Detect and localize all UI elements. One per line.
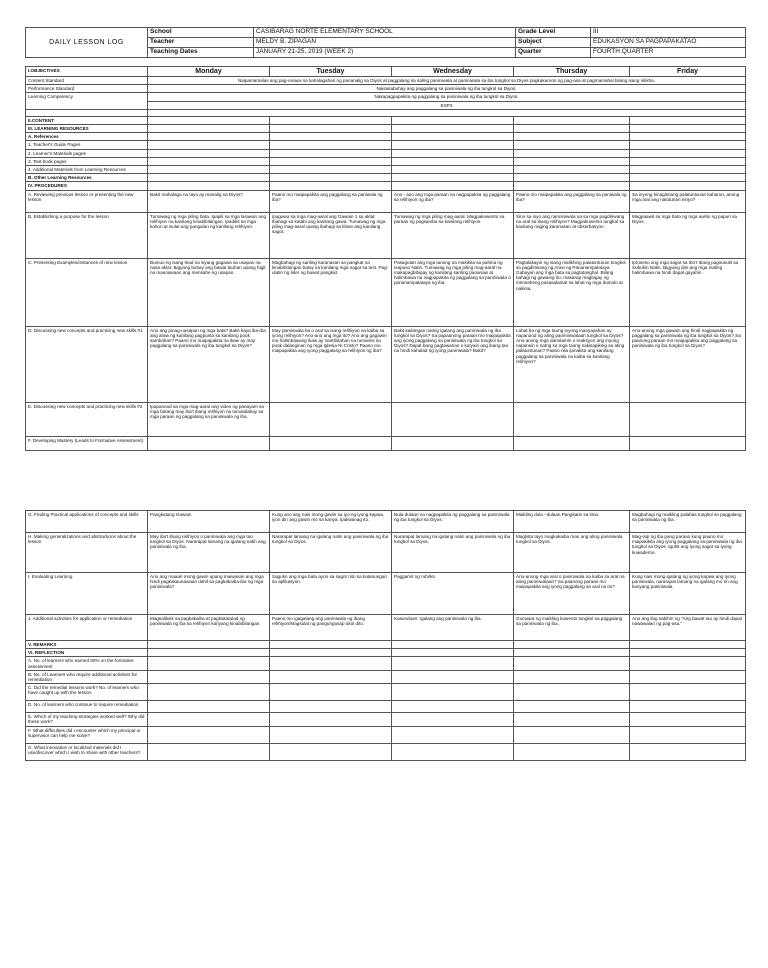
guide-pages-label: 1. Teacher's Guide Pages	[26, 141, 148, 149]
table-row	[26, 641, 746, 649]
table-row	[26, 657, 746, 670]
reflection-e-label: E. Which of my teaching strategies worked well? Why did these work?	[26, 713, 148, 726]
objectives-heading: I.OBJECTIVES	[26, 67, 148, 77]
dates-value: JANUARY 21-25, 2019 (WEEK 2)	[254, 48, 516, 58]
table-row	[26, 93, 746, 101]
table-row	[26, 511, 746, 533]
cell-h-friday: Mag-isip ng iba pang paraan kung paano mo maipakikita ang iyong paggalang sa paniniwala ng iba tungkol sa Diyos. Iguhit ang iyong sagot sa iyong kuwaderno.	[630, 533, 746, 573]
teacher-value: MELDY B. ZIPAGAN	[254, 38, 516, 48]
cell-d-monday: Ano ang pinag-uusapan ng mga bata? Bakit kaya iba-iba ang araw ng kanilang pagpunta sa kanilang pook sambahan? Paano mo maipapakita na ikaw ay may paggalang sa paniniwala ng iba tungkol sa Diyos?	[148, 326, 270, 402]
additional-materials-label: 4. Additional Materials from Learning Resources	[26, 166, 148, 174]
cell-g-thursday: Maikling dula –dulaan.Pangkatin sa lima.	[514, 511, 630, 533]
table-row	[26, 649, 746, 657]
performance-standard-label: Performance Standard	[26, 85, 148, 93]
cell-e-monday: Ipapanood sa mga mag-aaral ang video ng panayam sa mga batang may iba't ibang relihiyon na tumatalakay sa mga paraan ng paggalang sa paniniwala ng iba.	[148, 402, 270, 436]
table-row	[26, 573, 746, 615]
procedure-i-label: I. Evaluating Learning	[26, 573, 148, 615]
cell-c-thursday: Pagtalakayin ng isang malikhing palatuntunan tungkol sa pagdiriwang ng Araw ng Pananampalataya. Gabayan ang mga bata sa pagtatanghal. Bilang bahagi ng gawaing ito, masarap magbigay ng mensaheng pasasalamat sa lahat ng mga dumalo at nakiisa.	[514, 258, 630, 326]
cell-g-wednesday: Bula-dulaan na nagpapakita ng paggalang sa paniniwala ng iba tungkol sa Diyos.	[392, 511, 514, 533]
table-row	[26, 258, 746, 326]
table-row	[26, 436, 746, 450]
day-friday: Friday	[630, 67, 746, 77]
cell-j-friday: Ano ang ibig sabihin ng "Ang bawat tao ay hindi dapat nawawalan ng pag-asa."	[630, 615, 746, 641]
cell-d-thursday: Lahat ba ng mga taong inyong inanyayahan ay napanuod ng ating panininiwalaan tungkol sa Diyos? Ano-anong mga damdamin o reaksyon ang inyong napansin o natrig sa mga taong nakisapiking sa ating palatuntunan? Paano nila ipinakita ang kanilang paggalang sa paniniwala na kaiba sa kanilang relihiyon?	[514, 326, 630, 402]
table-row	[26, 713, 746, 726]
other-resources-label: B. Other Learning Resources	[26, 174, 148, 182]
cell-j-wednesday: Kasunduan: Igalang ang paniniwala ng iba.	[392, 615, 514, 641]
cell-h-tuesday: Nararapat lamang na igalang natin ang paniniwala ng iba tungkol sa Diyos.	[270, 533, 392, 573]
table-row	[26, 141, 746, 149]
cell-b-thursday: Sino sa inyo ang nanniniwala na sa mga pagdiriwang na aral sa ibang relihiyon? Magpakuwento tungkol sa kanilang naging karanasan at obserbasyon.	[514, 212, 630, 258]
content-heading: II.CONTENT	[26, 116, 148, 124]
upper-sheet	[25, 27, 745, 451]
subject-label: Subject	[516, 38, 591, 48]
table-row	[26, 116, 746, 124]
table-row	[26, 190, 746, 212]
cell-a-friday: Sa inyong kinagisnang palatuntunan kaharon, anong mga aral ang natutunan ninyo?	[630, 190, 746, 212]
day-thursday: Thursday	[514, 67, 630, 77]
table-row	[26, 166, 746, 174]
lower-table	[25, 510, 746, 761]
cell-g-tuesday: Kung ano ang nais mong gawin sa iyo ng iyong kapwa, iyon din ang gawin mo sa kanya. Ipaliwanag ito.	[270, 511, 392, 533]
reflection-c-label: C. Did the remedial lessons work? No. of learners who have caught up with the lesson.	[26, 684, 148, 701]
upper-table	[25, 66, 746, 451]
cell-i-wednesday: Paggamit ng rubriks.	[392, 573, 514, 615]
reflection-b-label: B. No. of Learners who require additional activities for remediation	[26, 670, 148, 683]
table-row	[26, 726, 746, 743]
table-row	[26, 157, 746, 165]
cell-b-friday: Magpaawit sa mga bata ng mga awitin ng papuri sa Diyos.	[630, 212, 746, 258]
competency-value: Nakapagpapakita ng paggalang sa paniniwala ng iba tungkol sa Diyos.	[148, 93, 746, 101]
cell-b-tuesday: Ipagawa sa mga mag-aaral ang Gawain 1 sa aklat. Ibahagi sa katabi ang kanilang gawa. Tumawag ng mga piling mag-aaral upang ibahagi sa klase ang kanilang sagot.	[270, 212, 392, 258]
procedure-e-label: E. Discussing new concepts and practicing new skills #2	[26, 402, 148, 436]
reflection-f-label: F. What difficulties did I encounter which my principal or supervisor can help me solve?	[26, 726, 148, 743]
cell-i-friday: Kung nais mong igalang ng iyong kapwa ang iyong paniniwala, nararapat lamang na igalang mo rin ang kanyang paniniwala.	[630, 573, 746, 615]
day-tuesday: Tuesday	[270, 67, 392, 77]
cell-i-tuesday: Sagutin ang mga bata ayon sa sagot nito sa katanungan sa aplikasyon.	[270, 573, 392, 615]
days-row	[26, 67, 746, 77]
resources-heading: III. LEARNING RESOURCES	[26, 125, 148, 133]
school-label: School	[148, 28, 254, 38]
grade-value: III	[591, 28, 746, 38]
cell-h-wednesday: Nararapat lamang na igalang natin ang paniniwala ng iba tungkol sa Diyos.	[392, 533, 514, 573]
cell-b-monday: Tumawag ng mga piling bata. Ipapili sa mga larawan ang relihiyon na kanilang kinabibilangan. Ipadikit sa mga kahon at isulat ang pangalan ng kanilang relihiyon.	[148, 212, 270, 258]
table-row	[26, 326, 746, 402]
table-row	[26, 402, 746, 436]
grade-label: Grade Level	[516, 28, 591, 38]
header-table	[25, 27, 746, 58]
table-row	[26, 133, 746, 141]
procedure-j-label: J. Additional activities for application or remediation	[26, 615, 148, 641]
learner-materials-label: 2. Learner's Materials pages	[26, 149, 148, 157]
procedures-heading: IV. PROCEDURES	[26, 182, 148, 190]
reflection-g-label: G. What innovation or localized materials did I use/discover which I wish to share with other teachers?	[26, 743, 148, 760]
cell-c-wednesday: Pasagutan ang mga tanong na makikita sa pahina ng Isapuso Natin. Tumawag ng mga piling mag-aaral na makapagbibigay ng kanilang sariling pananaw at halimbawa na nagpapakita ng paggalang sa paniniwala o pananampalataya ng iba.	[392, 258, 514, 326]
cell-h-monday: May iba't ibang relihiyon o paniniwala ang mga tao tungkol sa Diyos. Nararapat lamang na igalang natin ang paniniwala ng iba.	[148, 533, 270, 573]
quarter-value: FOURTH QUARTER	[591, 48, 746, 58]
cell-d-wednesday: Bakit kailangan nating igalang ang paniniwala ng iba tungkol sa Diyos? Sa papaanong paraan mo maipapakita ang iyong paggalang sa paniniwala ng iba tungkol sa Diyos? Dapat bang pagtawanan o kutyain ang ibang tao na hindi kahalad ng iyong paniniwala? Bakit?	[392, 326, 514, 402]
lower-sheet	[25, 510, 745, 761]
day-wednesday: Wednesday	[392, 67, 514, 77]
table-row	[26, 684, 746, 701]
cell-c-tuesday: Magbahagi ng sariling karanasan sa pangkat na kinabibilangan batay sa kanilang mga sagot sa test. Pag-ulatin ng lider ng bawat pangkat.	[270, 258, 392, 326]
quarter-label: Quarter	[516, 48, 591, 58]
cell-g-monday: Pangkatang Gawain	[148, 511, 270, 533]
teacher-label: Teacher	[148, 38, 254, 48]
procedure-d-label: D. Discussing new concepts and practicing new skills #1	[26, 326, 148, 402]
table-row	[26, 212, 746, 258]
remarks-heading: V. REMARKS	[26, 641, 148, 649]
table-row	[26, 109, 746, 116]
table-row	[26, 77, 746, 85]
dll-title: DAILY LESSON LOG	[26, 28, 148, 58]
cell-a-tuesday: Paano mo maipapakita ang paggalang sa paniwala ng iba?	[270, 190, 392, 212]
table-row	[26, 182, 746, 190]
cell-a-monday: Bakit mahalaga na tayo ay manalig sa Diyos?	[148, 190, 270, 212]
cell-j-monday: Magsaliksik sa pagkakaiba at pagkakatulad ng paniniwala ng iba sa relihiyon kanyang kinabibilangan.	[148, 615, 270, 641]
textbook-label: 3. Text book pages	[26, 157, 148, 165]
reflection-a-label: A. No. of learners who earned 80% on the formative assessment	[26, 657, 148, 670]
reflection-heading: VI. REFLECTION	[26, 649, 148, 657]
references-heading: A. References	[26, 133, 148, 141]
table-row	[26, 125, 746, 133]
cell-h-thursday: Maglista tayo magkakaiba man ang ating paniniwala tungkol sa Diyos.	[514, 533, 630, 573]
table-row	[26, 701, 746, 713]
competency-code: ESP3	[148, 101, 746, 109]
table-row	[26, 670, 746, 683]
cell-c-friday: Iproseso ang mga sagot sa Ibo't Ibang pagsusulit sa Subukin Natin. Bigyang diin ang mga maling halimbawa na hindi dapat gayahin.	[630, 258, 746, 326]
dates-label: Teaching Dates	[148, 48, 254, 58]
cell-j-tuesday: Paano mo igagalang ang paniniwala ng ibang relihiyon/Magsulat ng pangungusap ukol dito.	[270, 615, 392, 641]
cell-b-wednesday: Tumawag ng mga piling mag-aaral. Magpakuwento sa paraan ng pagsamba sa kanilang relihiyon.	[392, 212, 514, 258]
cell-i-monday: Ano ang maaari mong gawin upang maiwasan ang mga hindi pagkakaunawaan dahil sa pagkakaiba-iba ng mga paniniwala?	[148, 573, 270, 615]
cell-g-friday: Magbahagi ng maikling palabas tungkol sa paggalang sa paniniwala ng iba.	[630, 511, 746, 533]
table-row	[26, 533, 746, 573]
table-row	[26, 743, 746, 760]
cell-c-monday: Bumuo ng isang triad na siyang gagawa sa usapan na nasa aklat. Bigyang buhay ang bawat tauhan upang higit na maunawaan ang mensahe ng usapan.	[148, 258, 270, 326]
procedure-a-label: A. Reviewing previous lesson or presenting the new lesson	[26, 190, 148, 212]
content-standard-value: Naipamamalas ang pag-unawa sa kahalagahan ng pananalig sa Diyos at paggalang sa saling paniniwala at paniniwala sa iba tungkol sa Diyos pagkakaroon ng pag-asa at pagmamahal bilang isang nilikha.	[148, 77, 746, 85]
procedure-h-label: H. Making generalizations and abstractions about the lesson	[26, 533, 148, 573]
subject-value: EDUKASYON SA PAGPAPAKATAO	[591, 38, 746, 48]
table-row	[26, 149, 746, 157]
cell-i-thursday: Ano-anong mga aral o paniniwala na kaiba sa aral na ating paniniwalaan? Sa paanong paraan mo maipapakita ang iyong paggalang sa aral na ito?	[514, 573, 630, 615]
reflection-d-label: D. No. of learners who continue to require remediation	[26, 701, 148, 713]
day-monday: Monday	[148, 67, 270, 77]
table-row	[26, 85, 746, 93]
content-standard-label: Content Standard	[26, 77, 148, 85]
cell-a-wednesday: Ano - ano ang mga paraan na nagpapakita ng paggalang sa relihiyon ng iba?	[392, 190, 514, 212]
table-row	[26, 615, 746, 641]
cell-d-friday: Ano-anong mga gawain ang hindi nagpapakita ng paggalang sa paniniwala ng iba tungkol sa Diyos? Sa paanong paraan mo maipapakita ang paggalang sa paniniwala ng iba tungkol sa Diyos?	[630, 326, 746, 402]
cell-j-thursday: Gumawa ng maikling kuwento tungkol sa paggalang sa paniniwala ng iba.	[514, 615, 630, 641]
cell-a-thursday: Paano mo maipapakita ang paggalang sa paniwala ng iba?	[514, 190, 630, 212]
procedure-g-label: G. Finding Practical applications of concepts and skills	[26, 511, 148, 533]
table-row	[26, 174, 746, 182]
procedure-b-label: B. Establishing a purpose for the lesson	[26, 212, 148, 258]
cell-d-tuesday: May paniniwala ba o aral sa isang relihiyon na kaiba sa iyong relihiyon? Ano-ano ang mga ito? Ano ang gagawin mo halimbawang ikaw ay naimbitahan na tumamis sa pook dalanginan ng mga Iglesia Ni Cristo? Paano mo maipapakita ang iyong paggalang sa relihiyon ng iba?	[270, 326, 392, 402]
competency-label: Learning Competency	[26, 93, 148, 109]
procedure-c-label: C. Presenting Examples/instances of new lesson	[26, 258, 148, 326]
procedure-f-label: F. Developing Mastery (Leads to Formative Assessment)	[26, 436, 148, 450]
school-value: CASIBARAG NORTE ELEMENTARY SCHOOL	[254, 28, 516, 38]
performance-standard-value: Naisasabuhay ang paggalang sa paniniwala ng iba tungkol sa Diyos.	[148, 85, 746, 93]
